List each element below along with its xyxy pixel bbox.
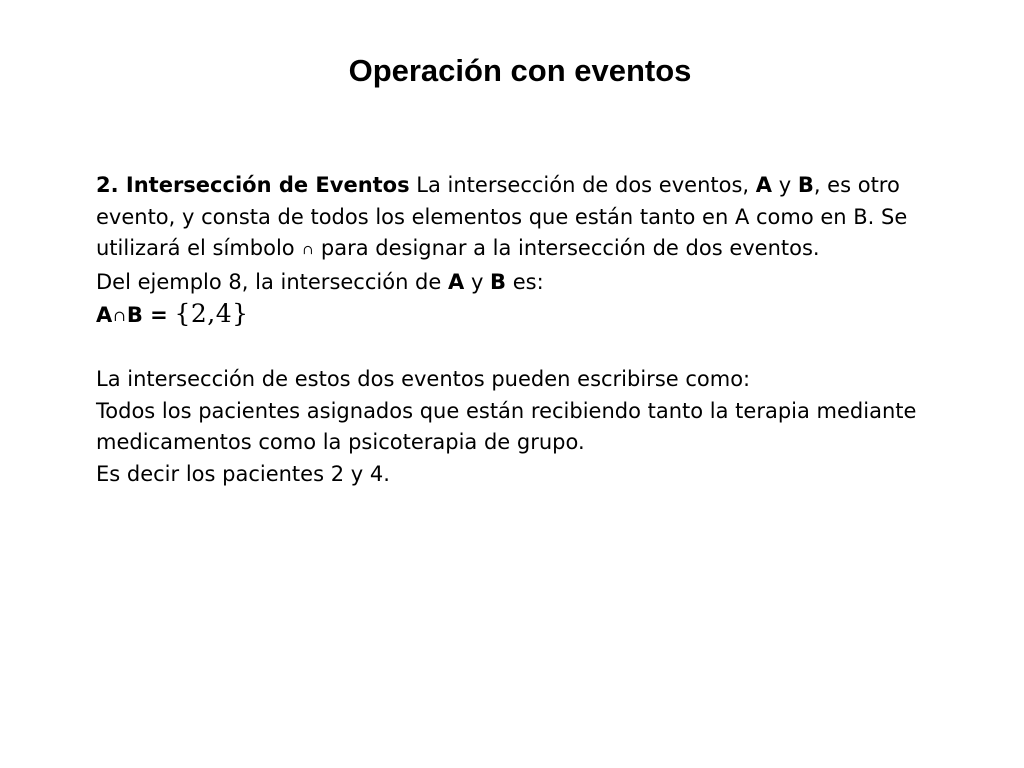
definition-text-a: La intersección de dos eventos,: [409, 173, 756, 197]
paragraph-spacer: [96, 333, 936, 365]
example-event-b: B: [490, 269, 507, 294]
conclusion-paragraph: Es decir los pacientes 2 y 4.: [96, 461, 390, 486]
definition-text-b: y: [772, 173, 798, 197]
definition-heading: 2. Intersección de Eventos: [96, 173, 410, 197]
example-text-a: Del ejemplo 8, la intersección de: [96, 269, 448, 294]
example-text-b: y: [464, 269, 491, 294]
formula-left: A: [96, 303, 113, 327]
example-text-c: es:: [506, 269, 544, 294]
formula-right: B =: [126, 303, 168, 327]
example-event-a: A: [448, 269, 465, 294]
description-paragraph: La intersección de estos dos eventos pueden escribirse como:: [96, 367, 751, 391]
formula-line: [96, 298, 936, 333]
patients-paragraph: Todos los pacientes asignados que están recibiendo tanto la terapia mediante medicamentos como la psicoterapia de grupo.: [96, 398, 917, 454]
definition-text-c: , es otro evento, y consta de todos los elementos que están tanto en A como en B. Se utilizará el símbolo: [96, 173, 908, 260]
slide-body: [96, 170, 936, 490]
event-b-label: B: [797, 173, 814, 197]
slide-title: Operación con eventos: [348, 53, 692, 88]
definition-text-d: para designar a la intersección de dos eventos.: [314, 236, 820, 260]
example-paragraph: [96, 267, 936, 299]
event-a-label: A: [755, 173, 773, 197]
definition-paragraph: [96, 170, 936, 267]
intersection-symbol: ∩: [302, 243, 314, 258]
formula-intersection-symbol: ∩: [113, 307, 126, 325]
formula-set: {2,4}: [174, 299, 249, 328]
